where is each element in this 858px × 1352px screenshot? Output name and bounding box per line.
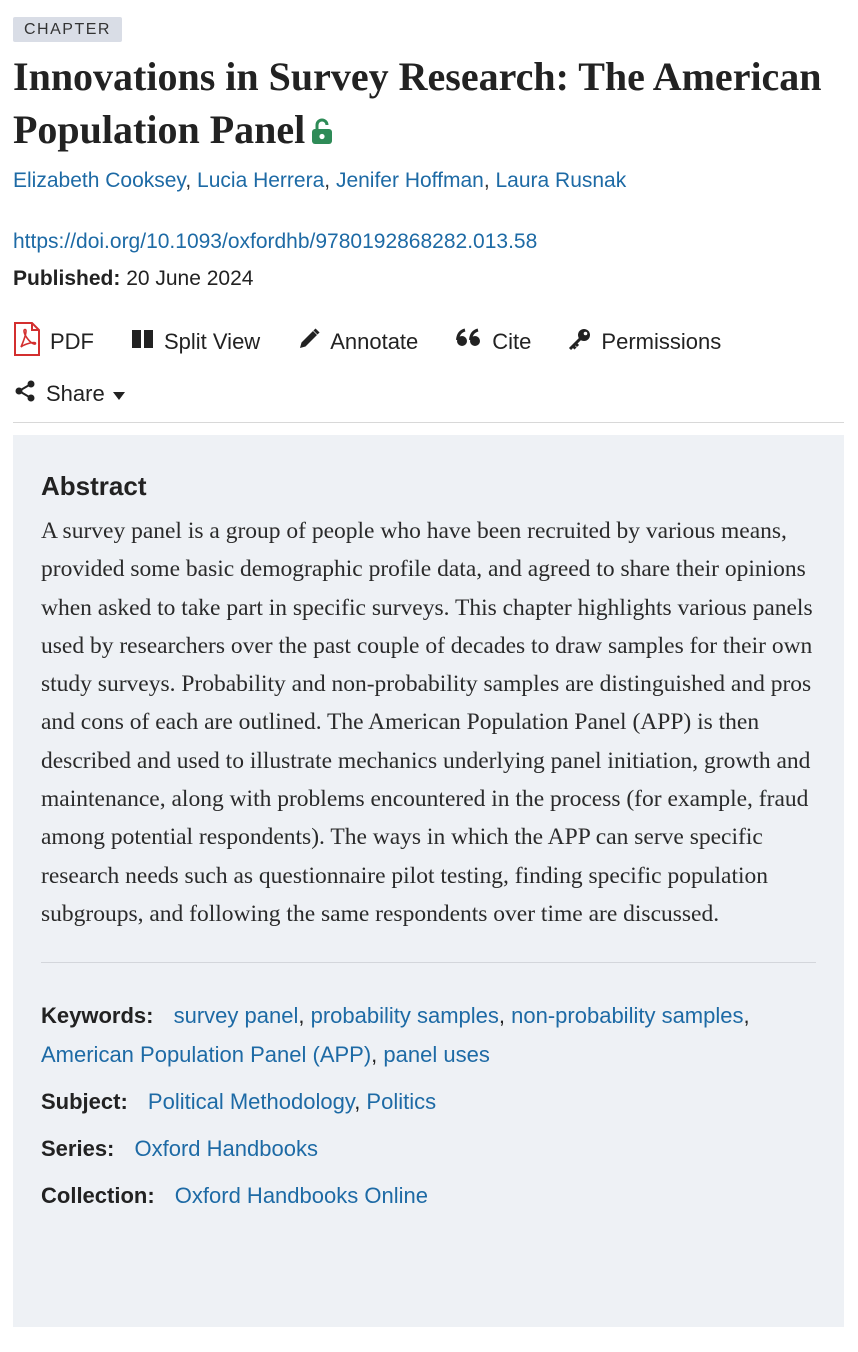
collection-label: Collection: — [41, 1183, 155, 1209]
doi-row — [13, 228, 844, 256]
keyword-link[interactable]: panel uses — [383, 1042, 490, 1068]
keywords-row: Keywords: survey panel, probability samples, non-probability samples, American Population Panel (APP), panel uses — [41, 1003, 750, 1068]
collection-row — [41, 1176, 816, 1215]
collection-link[interactable]: Oxford Handbooks Online — [174, 1183, 428, 1209]
keyword-link[interactable]: American Population Panel (APP) — [41, 1042, 372, 1068]
share-icon — [13, 379, 46, 409]
chapter-title — [13, 50, 844, 158]
subject-link[interactable]: Politics — [366, 1089, 437, 1115]
split-view-label: Split View — [164, 329, 261, 354]
subject-row: Subject: Political Methodology, Politics — [41, 1089, 437, 1115]
keyword-link[interactable]: probability samples — [310, 1003, 499, 1029]
annotate-button[interactable] — [297, 327, 418, 357]
quote-icon — [455, 328, 492, 356]
series-link[interactable]: Oxford Handbooks — [134, 1136, 318, 1162]
pdf-label: PDF — [50, 329, 94, 354]
doi-link[interactable]: https://doi.org/10.1093/oxfordhb/9780192868282.013.58 — [13, 230, 538, 253]
pencil-icon — [297, 327, 330, 357]
keyword-link[interactable]: non-probability samples — [511, 1003, 744, 1029]
series-label: Series: — [41, 1136, 115, 1162]
open-access-lock-icon — [311, 105, 333, 158]
subject-link[interactable]: Political Methodology — [147, 1089, 355, 1115]
pdf-button[interactable] — [13, 322, 94, 362]
annotate-label: Annotate — [330, 329, 419, 354]
key-icon — [568, 327, 601, 357]
author-link-1[interactable]: Elizabeth Cooksey — [13, 169, 186, 192]
split-view-button[interactable] — [131, 328, 260, 356]
author-link-4[interactable]: Laura Rusnak — [495, 169, 627, 192]
chevron-down-icon — [113, 381, 134, 407]
share-button[interactable] — [13, 379, 134, 409]
chapter-title-text: Innovations in Survey Research: The American Population Panel — [13, 54, 822, 152]
published-date: 20 June 2024 — [126, 267, 254, 290]
abstract-divider — [41, 962, 816, 963]
abstract-heading: Abstract — [41, 471, 147, 501]
cite-button[interactable] — [455, 328, 531, 356]
author-list: Elizabeth Cooksey, Lucia Herrera, Jenifer Hoffman, Laura Rusnak — [13, 169, 627, 192]
content-type-badge: CHAPTER — [13, 17, 122, 42]
published-label: Published: — [13, 267, 121, 290]
article-toolbar — [13, 325, 844, 411]
permissions-label: Permissions — [601, 329, 722, 354]
abstract-text: A survey panel is a group of people who have been recruited by various means, provided some basic demographic profile data, and agreed to share their opinions when asked to take part in specific surveys. This chapter highlights various panels used by researchers over the past couple of decades to draw samples for their own study surveys. Probability and non-probability samples are distinguished and pros and cons of each are outlined. The American Population Panel (APP) is then described and used to illustrate mechanics underlying panel initiation, growth and maintenance, along with problems encountered in the process (for example, fraud among potential respondents). The ways in which the APP can serve specific research needs such as questionnaire pilot testing, finding specific population subgroups, and following the same respondents over time are discussed. — [41, 518, 813, 927]
keyword-link[interactable]: survey panel — [173, 1003, 299, 1029]
published-row — [13, 265, 844, 293]
permissions-button[interactable] — [568, 327, 721, 357]
series-row — [41, 1129, 816, 1168]
keywords-label: Keywords: — [41, 1003, 154, 1029]
author-link-3[interactable]: Jenifer Hoffman — [335, 169, 484, 192]
split-view-icon — [131, 328, 164, 356]
metadata-list — [41, 996, 816, 1215]
cite-label: Cite — [492, 329, 532, 354]
share-label: Share — [46, 381, 105, 406]
pdf-icon — [13, 322, 50, 362]
subject-label: Subject: — [41, 1089, 128, 1115]
header-divider — [13, 422, 844, 423]
author-link-2[interactable]: Lucia Herrera — [197, 169, 325, 192]
abstract-section — [13, 435, 844, 1327]
